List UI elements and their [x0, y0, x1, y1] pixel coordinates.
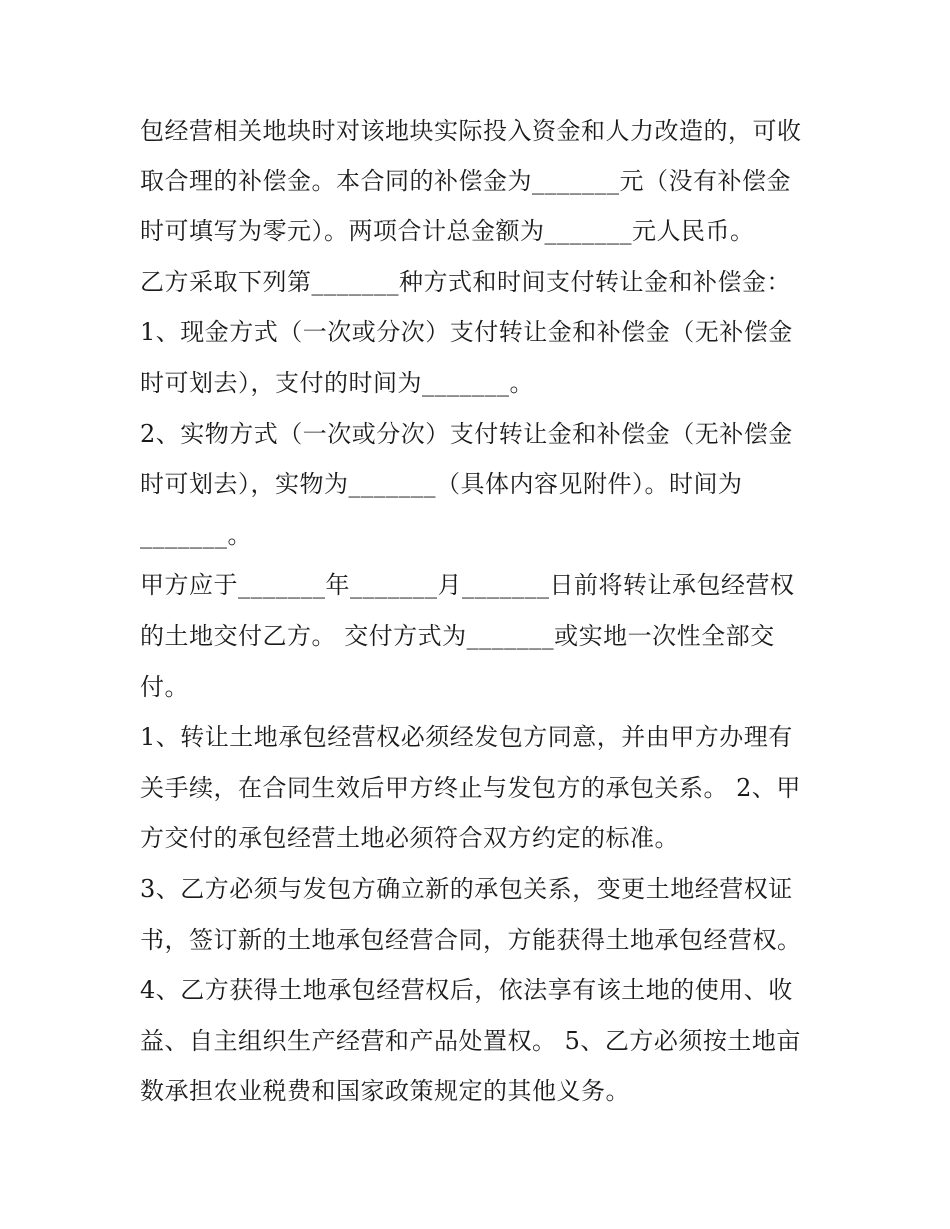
text-line: 2、实物方式（一次或分次）支付转让金和补偿金（无补偿金 [140, 420, 793, 448]
text-line: 关手续，在合同生效后甲方终止与发包方的承包关系。 2、甲 [140, 774, 801, 802]
text-line: 乙方采取下列第_______种方式和时间支付转让金和补偿金： [140, 268, 791, 296]
text-line: 取合理的补偿金。本合同的补偿金为_______元（没有补偿金 [140, 167, 791, 195]
text-line: 包经营相关地块时对该地块实际投入资金和人力改造的，可收 [140, 117, 802, 145]
text-line: 付。 [140, 673, 189, 701]
text-line: 益、自主组织生产经营和产品处置权。 5、乙方必须按土地亩 [140, 1027, 801, 1055]
text-line: 时可填写为零元）。两项合计总金额为_______元人民币。 [140, 217, 755, 245]
text-line: 时可划去），实物为_______（具体内容见附件）。时间为 [140, 470, 743, 498]
text-line: 数承担农业税费和国家政策规定的其他义务。 [140, 1077, 630, 1105]
text-line: 甲方应于_______年_______月_______日前将转让承包经营权 [140, 571, 795, 599]
text-line: 方交付的承包经营土地必须符合双方约定的标准。 [140, 824, 679, 852]
text-line: 1、现金方式（一次或分次）支付转让金和补偿金（无补偿金 [140, 318, 793, 346]
text-line: 1、转让土地承包经营权必须经发包方同意，并由甲方办理有 [140, 723, 793, 751]
text-line: 书，签订新的土地承包经营合同，方能获得土地承包经营权。 [140, 926, 802, 954]
text-line: 的土地交付乙方。 交付方式为_______或实地一次性全部交 [140, 622, 775, 650]
text-line: 时可划去），支付的时间为_______。 [140, 369, 534, 397]
text-line: _______。 [140, 521, 252, 549]
text-line: 4、乙方获得土地承包经营权后，依法享有该土地的使用、收 [140, 976, 793, 1004]
text-line: 3、乙方必须与发包方确立新的承包关系，变更土地经营权证 [140, 875, 793, 903]
